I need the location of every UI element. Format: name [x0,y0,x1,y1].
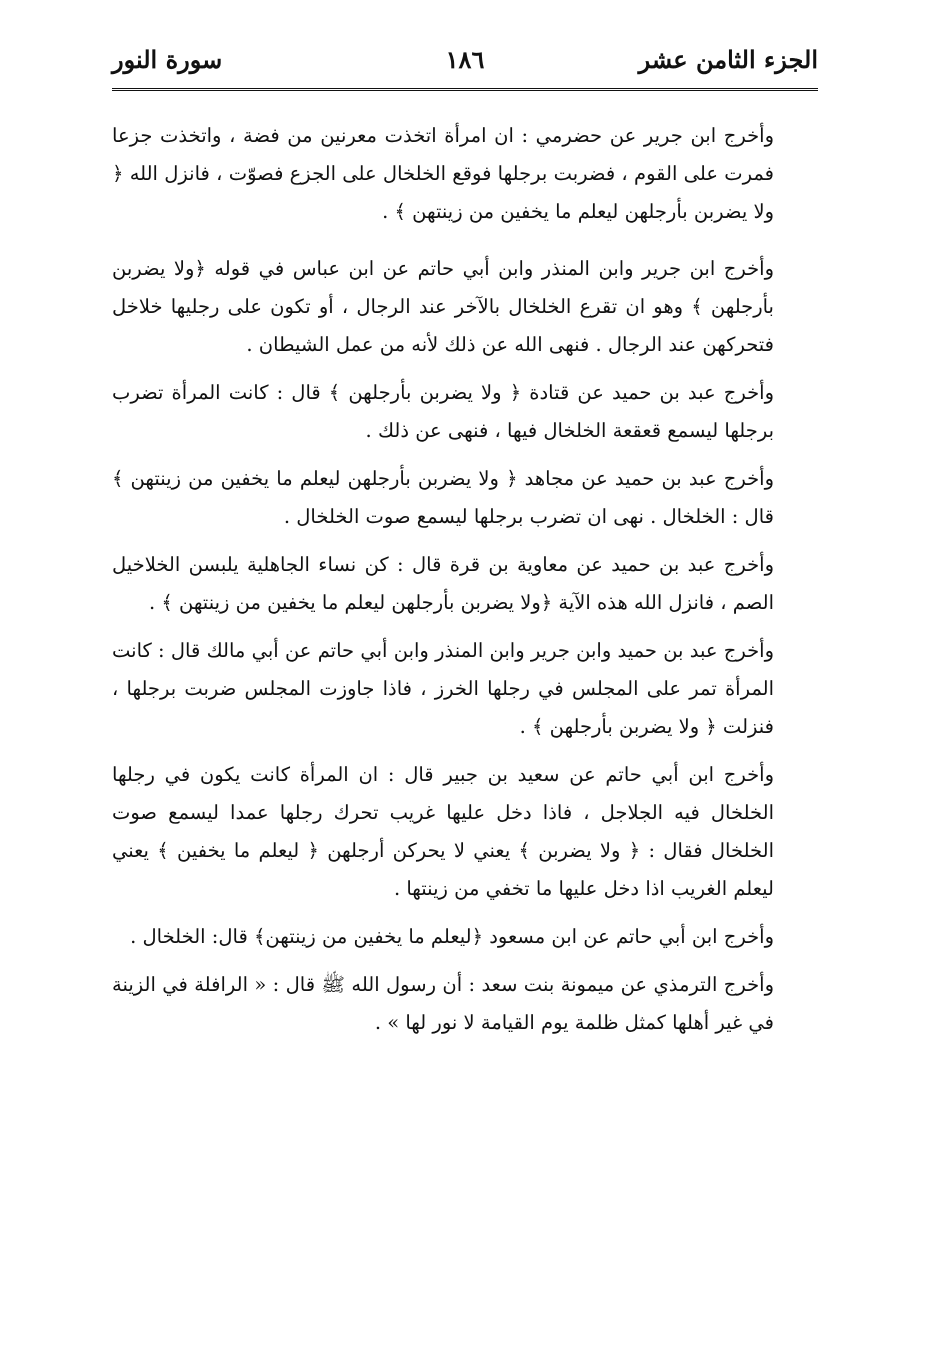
page-number: ١٨٦ [445,45,485,74]
page-header [112,38,818,91]
surah-title: سورة النور [112,45,223,74]
paragraph: وأخرج ابن جرير عن حضرمي : ان امرأة اتخذت معرنين من فضة ، واتخذت جزعا فمرت على القوم ، فضربت برجلها فوقع الخلخال على الجزع فصوّت ، فانزل الله ﴿ ولا يضربن بأرجلهن ليعلم ما يخفين من زينتهن ﴾ . [112,124,774,223]
paragraph: وأخرج عبد بن حميد عن معاوية بن قرة قال : كن نساء الجاهلية يلبسن الخلاخيل الصم ، فانزل الله هذه الآية ﴿ولا يضربن بأرجلهن ليعلم ما يخفين من زينتهن ﴾ . [112,553,774,614]
paragraph: وأخرج عبد بن حميد عن مجاهد ﴿ ولا يضربن بأرجلهن ليعلم ما يخفين من زينتهن ﴾ قال : الخلخال . نهى ان تضرب برجلها ليسمع صوت الخلخال . [112,467,774,528]
paragraph: وأخرج الترمذي عن ميمونة بنت سعد : أن رسول الله ﷺ قال : « الرافلة في الزينة في غير أهلها كمثل ظلمة يوم القيامة لا نور لها » . [112,973,774,1034]
paragraph: وأخرج عبد بن حميد وابن جرير وابن المنذر وابن أبي حاتم عن أبي مالك قال : كانت المرأة تمر على المجلس في رجلها الخرز ، فاذا جاوزت المجلس ضربت برجلها ، فنزلت ﴿ ولا يضربن بأرجلهن ﴾ . [112,639,774,738]
juz-title: الجزء الثامن عشر [638,45,818,74]
page [112,38,818,1052]
paragraph: وأخرج ابن أبي حاتم عن ابن مسعود ﴿ليعلم ما يخفين من زينتهن﴾ قال: الخلخال . [130,925,774,948]
paragraph: وأخرج ابن جرير وابن المنذر وابن أبي حاتم عن ابن عباس في قوله ﴿ولا يضربن بأرجلهن ﴾ وهو ان تقرع الخلخال بالآخر عند الرجال ، أو تكون على رجليها خلاخل فتحركهن عند الرجال . فنهى الله عن ذلك لأنه من عمل الشيطان . [112,257,774,356]
paragraph: وأخرج عبد بن حميد عن قتادة ﴿ ولا يضربن بأرجلهن ﴾ قال : كانت المرأة تضرب برجلها ليسمع قعقعة الخلخال فيها ، فنهى عن ذلك . [112,381,774,442]
paragraph: وأخرج ابن أبي حاتم عن سعيد بن جبير قال : ان المرأة كانت يكون في رجلها الخلخال فيه الجلاجل ، فاذا دخل عليها غريب تحرك رجلها عمدا ليسمع صوت الخلخال فقال : ﴿ ولا يضربن ﴾ يعني لا يحركن أرجلهن ﴿ ليعلم ما يخفين ﴾ يعني ليعلم الغريب اذا دخل عليها ما تخفي من زينتها . [112,763,774,900]
page-body [112,117,818,1042]
